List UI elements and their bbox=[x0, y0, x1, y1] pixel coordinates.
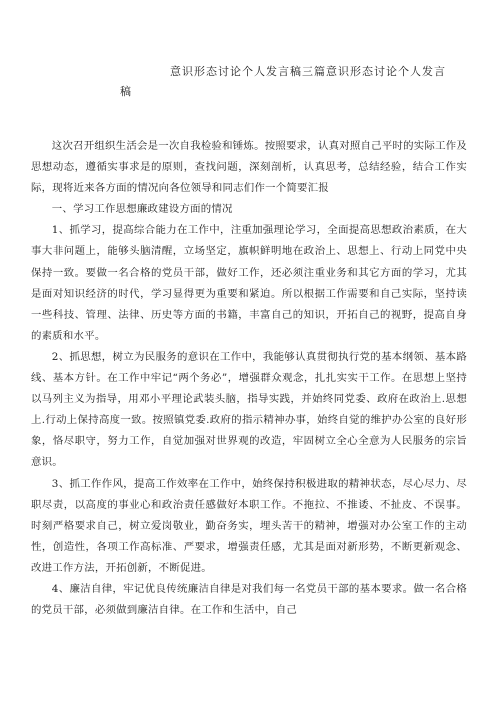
document-title: 意识形态讨论个人发言稿三篇意识形态讨论个人发言稿 bbox=[120, 65, 446, 98]
document-body bbox=[31, 136, 467, 621]
paragraph-integrity: 4、廉洁自律，牢记优良传统廉洁自律是对我们每一名党员干部的基本要求。做一名合格的党员干部，必须做到廉洁自律。在工作和生活中，自己 bbox=[31, 582, 467, 617]
paragraph-study: 1、抓学习，提高综合能力在工作中，注重加强理论学习，全面提高思想政治素质，在大事大非问题上，能够头脑清醒，立场坚定，旗帜鲜明地在政治上、思想上、行动上同党中央保持一致。要做一名合格的党员干部，做好工作，还必须注重业务和其它方面的学习，尤其是面对知识经济的时代，学习显得更为重要和紧迫。所以根据工作需要和自己实际，坚持读一些科技、管理、法律、历史等方面的书籍，丰富自己的知识，开拓自己的视野，提高自身的素质和水平。 bbox=[31, 224, 467, 342]
paragraph-work-style: 3、抓工作作风，提高工作效率在工作中，始终保持积极进取的精神状态，尽心尽力、尽职尽责，以高度的事业心和政治责任感做好本职工作。不拖拉、不推诿、不扯皮、不误事。时刻严格要求自己，树立爱岗敬业，勤奋务实，埋头苦干的精神，增强对办公室工作的主动性，创造性，各项工作高标准、严要求，增强责任感，尤其是面对新形势，不断更新观念、改进工作方法，开拓创新，不断促进。 bbox=[31, 477, 467, 574]
paragraph-thought: 2、抓思想，树立为民服务的意识在工作中，我能够认真贯彻执行党的基本纲领、基本路线、基本方针。在工作中牢记“两个务必”，增强群众观念，扎扎实实干工作。在思想上坚持以马列主义为指导，用邓小平理论武装头脑，指导实践，并始终同党委、政府在政治上.思想上.行动上保持高度一致。按照镇党委.政府的指示精神办事，始终自觉的维护办公室的良好形象，恪尽职守，努力工作，自觉加强对世界观的改造，牢固树立全心全意为人民服务的宗旨意识。 bbox=[31, 350, 467, 469]
paragraph-intro: 这次召开组织生活会是一次自我检验和锤炼。按照要求，认真对照自己平时的实际工作及思想动态，遵循实事求是的原则，查找问题，深刻剖析，认真思考，总结经验，结合工作实际，现将近来各方面的情况向各位领导和同志们作一个简要汇报 bbox=[31, 140, 467, 195]
section-heading: 一、学习工作思想廉政建设方面的情况 bbox=[51, 203, 233, 216]
